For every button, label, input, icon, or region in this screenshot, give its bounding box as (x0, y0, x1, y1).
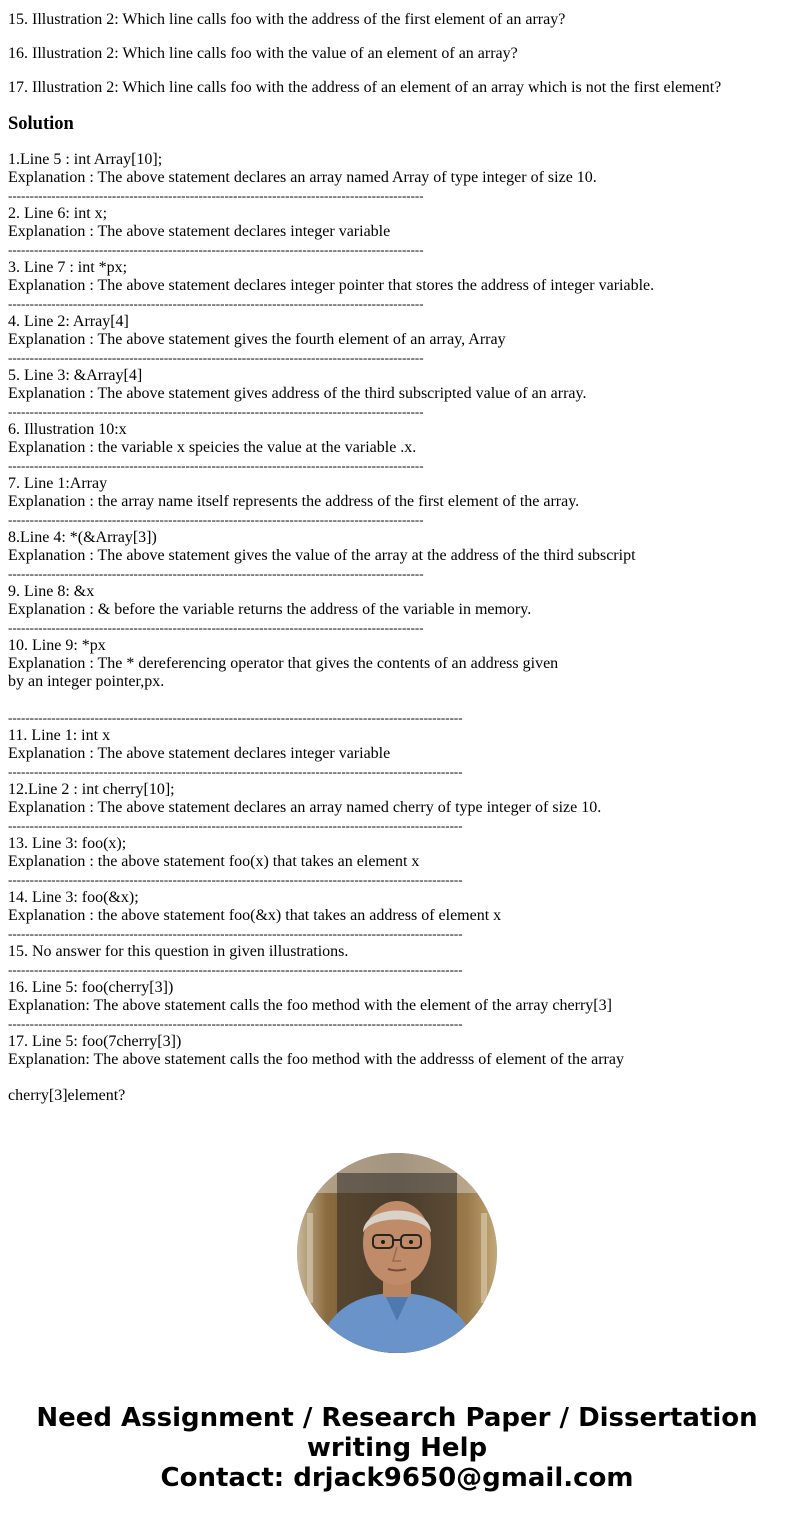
answer-12-explanation: Explanation : The above statement declares an array named cherry of type integer of size 10. (8, 799, 602, 816)
answer-10-explanation: Explanation : The * dereferencing operator that gives the contents of an address given (8, 655, 559, 672)
answer-14-line: 14. Line 3: foo(&x); (8, 889, 139, 906)
separator: --------------------------------------------------------------------------------------------------------- (8, 764, 463, 779)
separator: ------------------------------------------------------------------------------------------------ (8, 242, 424, 257)
answer-15-line: 15. No answer for this question in given illustrations. (8, 943, 349, 960)
separator: ------------------------------------------------------------------------------------------------ (8, 620, 424, 635)
answer-2-explanation: Explanation : The above statement declares integer variable (8, 223, 391, 240)
answer-9-line: 9. Line 8: &x (8, 583, 95, 600)
answer-13-explanation: Explanation : the above statement foo(x) that takes an element x (8, 853, 420, 870)
author-photo-illustration (297, 1153, 497, 1353)
separator: --------------------------------------------------------------------------------------------------------- (8, 818, 463, 833)
blank-line (8, 1069, 788, 1087)
document-body (8, 11, 788, 1105)
answer-4-line: 4. Line 2: Array[4] (8, 313, 129, 330)
answer-16-line: 16. Line 5: foo(cherry[3]) (8, 979, 174, 996)
answer-3-line: 3. Line 7 : int *px; (8, 259, 128, 276)
answer-7-explanation: Explanation : the array name itself represents the address of the first element of the array. (8, 493, 580, 510)
separator: --------------------------------------------------------------------------------------------------------- (8, 926, 463, 941)
separator: ------------------------------------------------------------------------------------------------ (8, 404, 424, 419)
blank-line (8, 691, 788, 709)
answer-3-explanation: Explanation : The above statement declares integer pointer that stores the address of integer variable. (8, 277, 655, 294)
answer-16-explanation: Explanation: The above statement calls the foo method with the element of the array cherry[3] (8, 997, 612, 1014)
answer-17-line: 17. Line 5: foo(7cherry[3]) (8, 1033, 182, 1050)
answer-14-explanation: Explanation : the above statement foo(&x) that takes an address of element x (8, 907, 502, 924)
separator: --------------------------------------------------------------------------------------------------------- (8, 710, 463, 725)
answer-9-explanation: Explanation : & before the variable returns the address of the variable in memory. (8, 601, 532, 618)
answer-6-line: 6. Illustration 10:x (8, 421, 127, 438)
answer-17-explanation: Explanation: The above statement calls the foo method with the addresss of element of the array (8, 1051, 624, 1068)
separator: --------------------------------------------------------------------------------------------------------- (8, 1016, 463, 1031)
answer-12-line: 12.Line 2 : int cherry[10]; (8, 781, 175, 798)
separator: --------------------------------------------------------------------------------------------------------- (8, 872, 463, 887)
answer-5-explanation: Explanation : The above statement gives address of the third subscripted value of an array. (8, 385, 587, 402)
separator: --------------------------------------------------------------------------------------------------------- (8, 962, 463, 977)
separator: ------------------------------------------------------------------------------------------------ (8, 566, 424, 581)
answer-11-explanation: Explanation : The above statement declares integer variable (8, 745, 391, 762)
answer-4-explanation: Explanation : The above statement gives the fourth element of an array, Array (8, 331, 506, 348)
question-17: 17. Illustration 2: Which line calls foo with the address of an element of an array which is not the first element? (8, 79, 722, 96)
answer-11-line: 11. Line 1: int x (8, 727, 111, 744)
answer-8-line: 8.Line 4: *(&Array[3]) (8, 529, 157, 546)
answer-10-explanation-cont: by an integer pointer,px. (8, 673, 165, 690)
answer-6-explanation: Explanation : the variable x speicies the value at the variable .x. (8, 439, 417, 456)
answer-13-line: 13. Line 3: foo(x); (8, 835, 127, 852)
footer-line-2: writing Help (306, 1433, 488, 1463)
answer-17-explanation-cont: cherry[3]element? (8, 1087, 126, 1104)
answer-1-line: 1.Line 5 : int Array[10]; (8, 151, 163, 168)
answer-5-line: 5. Line 3: &Array[4] (8, 367, 143, 384)
footer-line-1: Need Assignment / Research Paper / Dissertation (36, 1403, 758, 1433)
separator: ------------------------------------------------------------------------------------------------ (8, 350, 424, 365)
footer-contact-email: Contact: drjack9650@gmail.com (160, 1463, 634, 1493)
footer-contact (0, 1403, 794, 1493)
answer-7-line: 7. Line 1:Array (8, 475, 108, 492)
separator: ------------------------------------------------------------------------------------------------ (8, 296, 424, 311)
answer-8-explanation: Explanation : The above statement gives the value of the array at the address of the third subscript (8, 547, 636, 564)
separator: ------------------------------------------------------------------------------------------------ (8, 458, 424, 473)
answer-10-line: 10. Line 9: *px (8, 637, 106, 654)
solution-heading: Solution (8, 114, 74, 134)
separator: ------------------------------------------------------------------------------------------------ (8, 512, 424, 527)
answer-2-line: 2. Line 6: int x; (8, 205, 108, 222)
question-16: 16. Illustration 2: Which line calls foo with the value of an element of an array? (8, 45, 518, 62)
answer-1-explanation: Explanation : The above statement declares an array named Array of type integer of size 10. (8, 169, 597, 186)
question-15: 15. Illustration 2: Which line calls foo with the address of the first element of an array? (8, 11, 566, 28)
author-photo (297, 1153, 497, 1353)
separator: ------------------------------------------------------------------------------------------------ (8, 188, 424, 203)
